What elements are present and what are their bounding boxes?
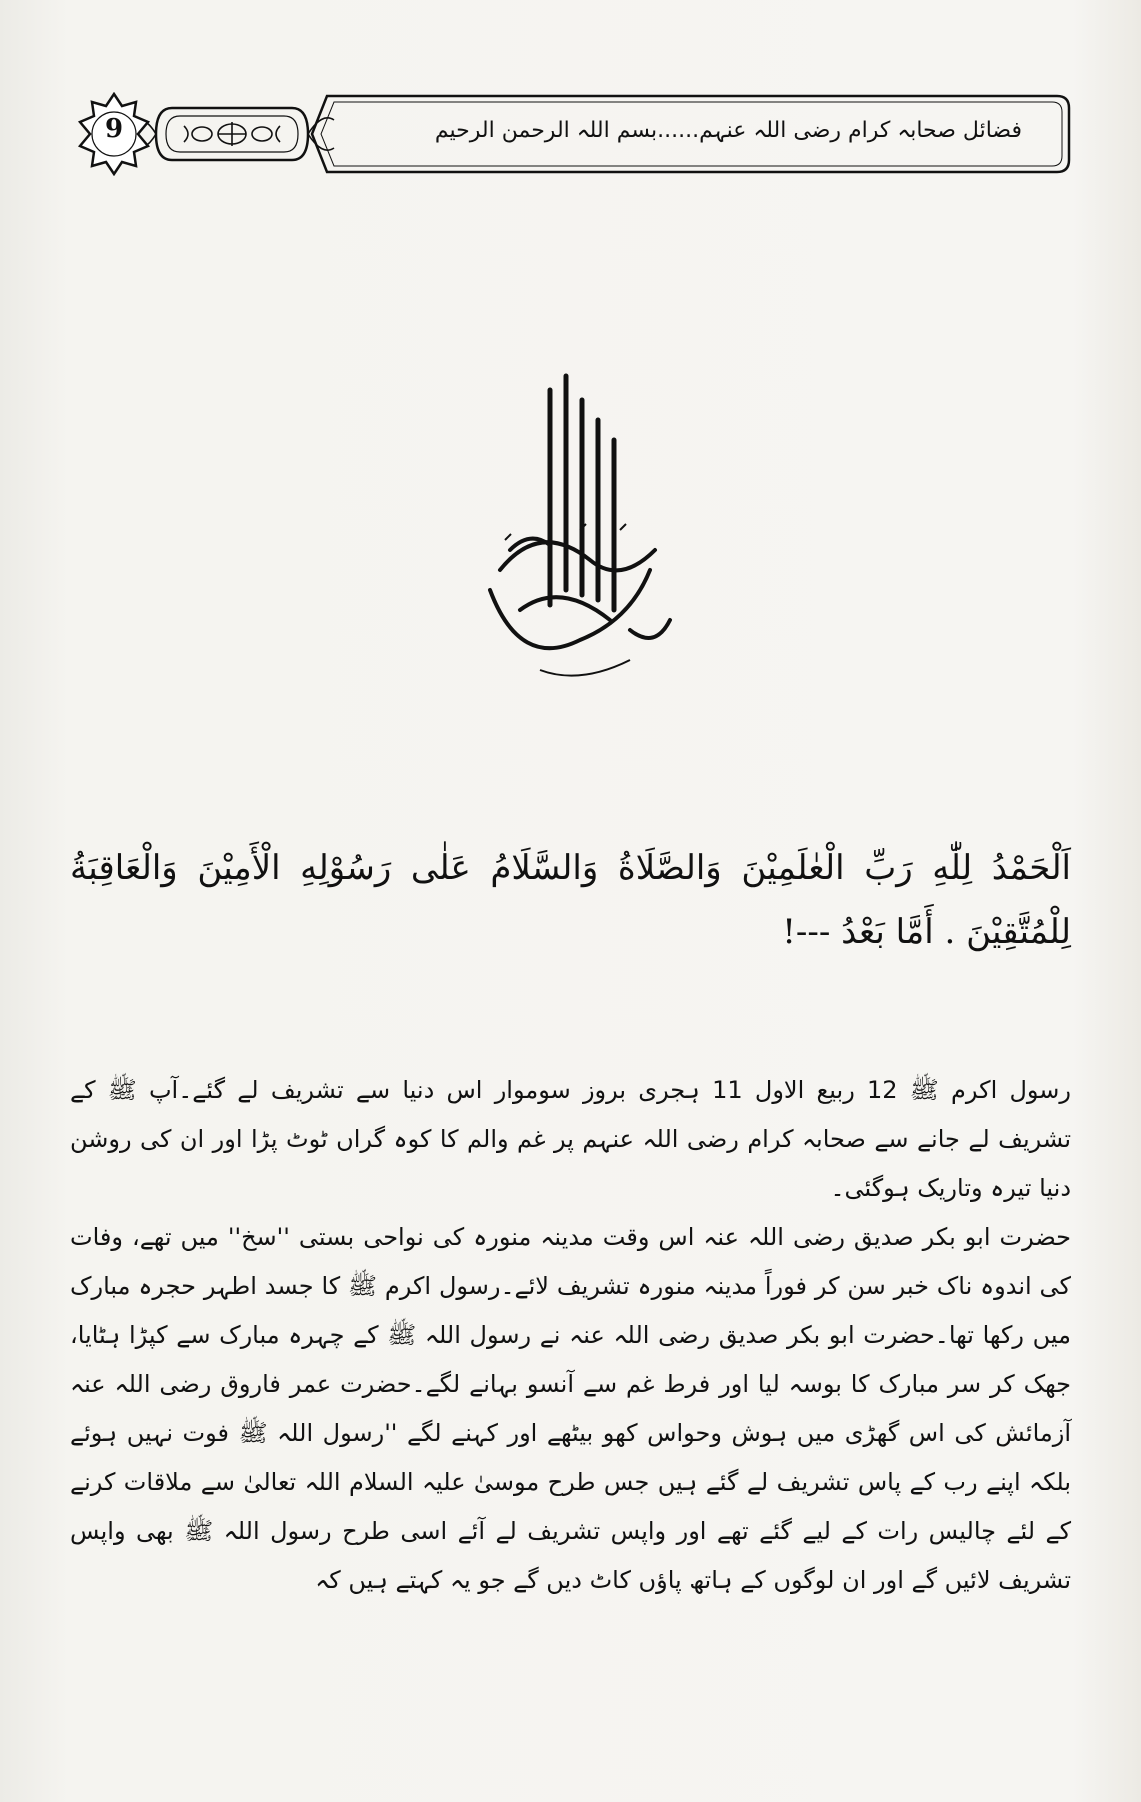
paragraph: حضرت ابو بکر صدیق رضی اللہ عنہ اس وقت مدینہ منورہ کی نواحی بستی ''سخ'' میں تھے، وفات کی اندوہ ناک خبر سن کر فوراً مدینہ منورہ تشریف لائے۔رسول اکرم ﷺ کا جسد اطہر حجرہ مبارک میں رکھا تھا۔حضرت ابو بکر صدیق رضی اللہ عنہ نے رسول اللہ ﷺ کے چہرہ مبارک سے کپڑا ہٹایا، جھک کر سر مبارک کا بوسہ لیا اور فرط غم سے آنسو بہانے لگے۔حضرت عمر فاروق رضی اللہ عنہ آزمائش کی اس گھڑی میں ہوش وحواس کھو بیٹھے اور کہنے لگے ''رسول اللہ ﷺ فوت نہیں ہوئے بلکہ اپنے رب کے پاس تشریف لے گئے ہیں جس طرح موسیٰ علیہ السلام اللہ تعالیٰ سے ملاقات کرنے کے لئے چالیس رات کے لیے گئے تھے اور واپس تشریف لے آئے اسی طرح رسول اللہ ﷺ بھی واپس تشریف لائیں گے اور ان لوگوں کے ہاتھ پاؤں کاٹ دیں گے جو یہ کہتے ہیں کہ: [70, 1223, 1071, 1594]
body-text: [70, 1066, 1071, 1605]
bismillah-calligraphy: [480, 370, 680, 690]
arabic-invocation: اَلْحَمْدُ لِلّٰهِ رَبِّ الْعٰلَمِيْنَ وَالصَّلَاةُ وَالسَّلَامُ عَلٰى رَسُوْلِهِ الْأَمِيْنَ وَالْعَاقِبَةُ لِلْمُتَّقِيْنَ . أَمَّا بَعْدُ ---!: [70, 848, 1071, 952]
paragraph: رسول اکرم ﷺ 12 ربیع الاول 11 ہجری بروز سوموار اس دنیا سے تشریف لے گئے۔آپ ﷺ کے تشریف لے جانے سے صحابہ کرام رضی اللہ عنہم پر غم والم کا کوہ گراں ٹوٹ پڑا اور ان کی روشن دنیا تیرہ وتاریک ہوگئی۔: [70, 1076, 1072, 1202]
page-header: [72, 92, 1072, 176]
page-number: 9: [104, 114, 124, 144]
running-title: فضائل صحابہ کرام رضی اللہ عنہم......بسم اللہ الرحمن الرحیم: [434, 118, 1022, 143]
